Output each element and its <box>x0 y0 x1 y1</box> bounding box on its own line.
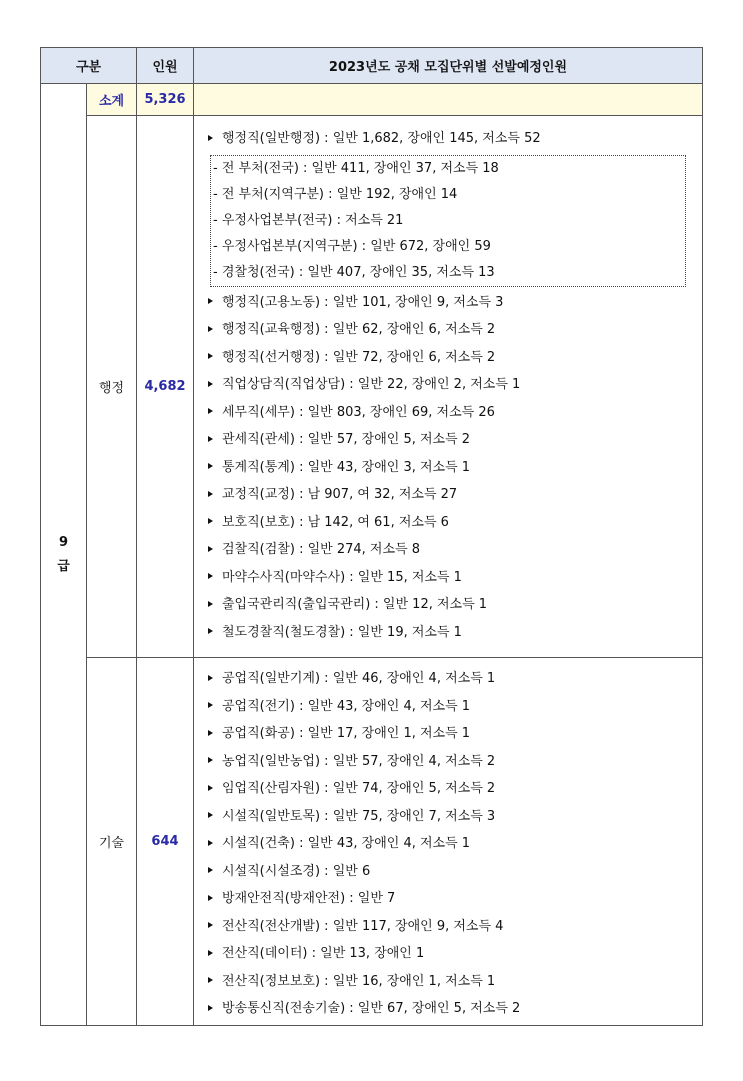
list-item: 전산직(정보보호) : 일반 16, 장애인 1, 저소득 1 <box>194 968 702 996</box>
subtotal-row <box>41 84 703 116</box>
triangle-bullet-icon <box>208 491 213 497</box>
triangle-bullet-icon <box>208 573 213 579</box>
list-item: 통계직(통계) : 일반 43, 장애인 3, 저소득 1 <box>194 454 702 482</box>
header-division: 구분 <box>41 48 137 84</box>
triangle-bullet-icon <box>208 463 213 469</box>
triangle-bullet-icon <box>208 135 213 141</box>
list-item: 방송통신직(전송기술) : 일반 67, 장애인 5, 저소득 2 <box>194 995 702 1023</box>
triangle-bullet-icon <box>208 436 213 442</box>
grade-number: 9 <box>58 534 69 550</box>
recruitment-table <box>40 47 703 1026</box>
list-item: 행정직(고용노동) : 일반 101, 장애인 9, 저소득 3 <box>194 289 702 317</box>
triangle-bullet-icon <box>208 408 213 414</box>
list-item: 보호직(보호) : 남 142, 여 61, 저소득 6 <box>194 509 702 537</box>
admin-row <box>41 116 703 658</box>
triangle-bullet-icon <box>208 895 213 901</box>
list-item: 농업직(일반농업) : 일반 57, 장애인 4, 저소득 2 <box>194 748 702 776</box>
triangle-bullet-icon <box>208 381 213 387</box>
triangle-bullet-icon <box>208 922 213 928</box>
list-item: 전산직(전산개발) : 일반 117, 장애인 9, 저소득 4 <box>194 913 702 941</box>
subtotal-empty <box>194 84 703 116</box>
list-item: 출입국관리직(출입국관리) : 일반 12, 저소득 1 <box>194 591 702 619</box>
triangle-bullet-icon <box>208 840 213 846</box>
triangle-bullet-icon <box>208 1005 213 1011</box>
subtotal-label: 소계 <box>87 84 137 116</box>
triangle-bullet-icon <box>208 675 213 681</box>
triangle-bullet-icon <box>208 518 213 524</box>
list-item: 행정직(교육행정) : 일반 62, 장애인 6, 저소득 2 <box>194 316 702 344</box>
header-row <box>41 48 703 84</box>
subbox-item: - 우정사업본부(전국) : 저소득 21 <box>213 212 404 228</box>
subbox-item: - 경찰청(전국) : 일반 407, 장애인 35, 저소득 13 <box>213 264 495 280</box>
triangle-bullet-icon <box>208 785 213 791</box>
triangle-bullet-icon <box>208 757 213 763</box>
header-personnel: 인원 <box>137 48 194 84</box>
list-item: 세무직(세무) : 일반 803, 장애인 69, 저소득 26 <box>194 399 702 427</box>
triangle-bullet-icon <box>208 601 213 607</box>
subtotal-value: 5,326 <box>137 84 194 116</box>
list-item: 공업직(전기) : 일반 43, 장애인 4, 저소득 1 <box>194 693 702 721</box>
list-item: 검찰직(검찰) : 일반 274, 저소득 8 <box>194 536 702 564</box>
list-item: 마약수사직(마약수사) : 일반 15, 저소득 1 <box>194 564 702 592</box>
triangle-bullet-icon <box>208 326 213 332</box>
admin-list <box>194 116 703 658</box>
triangle-bullet-icon <box>208 867 213 873</box>
list-item: 관세직(관세) : 일반 57, 장애인 5, 저소득 2 <box>194 426 702 454</box>
list-item: 시설직(시설조경) : 일반 6 <box>194 858 702 886</box>
list-item: 행정직(선거행정) : 일반 72, 장애인 6, 저소득 2 <box>194 344 702 372</box>
tech-list <box>194 658 703 1026</box>
grade-unit: 급 <box>57 558 70 574</box>
list-item: 공업직(화공) : 일반 17, 장애인 1, 저소득 1 <box>194 720 702 748</box>
list-item: 교정직(교정) : 남 907, 여 32, 저소득 27 <box>194 481 702 509</box>
tech-category: 기술 <box>87 658 137 1026</box>
list-item: 시설직(건축) : 일반 43, 장애인 4, 저소득 1 <box>194 830 702 858</box>
admin-count: 4,682 <box>137 116 194 658</box>
grade-cell <box>41 84 87 1026</box>
tech-count: 644 <box>137 658 194 1026</box>
subbox-item: - 전 부처(지역구분) : 일반 192, 장애인 14 <box>213 186 458 202</box>
header-title: 2023년도 공채 모집단위별 선발예정인원 <box>194 48 703 84</box>
triangle-bullet-icon <box>208 730 213 736</box>
triangle-bullet-icon <box>208 353 213 359</box>
admin-category: 행정 <box>87 116 137 658</box>
list-item: 공업직(일반기계) : 일반 46, 장애인 4, 저소득 1 <box>194 665 702 693</box>
subbox-item: - 우정사업본부(지역구분) : 일반 672, 장애인 59 <box>213 238 491 254</box>
triangle-bullet-icon <box>208 950 213 956</box>
list-item: 직업상담직(직업상담) : 일반 22, 장애인 2, 저소득 1 <box>194 371 702 399</box>
list-item: 철도경찰직(철도경찰) : 일반 19, 저소득 1 <box>194 619 702 647</box>
list-item: 전산직(데이터) : 일반 13, 장애인 1 <box>194 940 702 968</box>
list-item: 시설직(일반토목) : 일반 75, 장애인 7, 저소득 3 <box>194 803 702 831</box>
triangle-bullet-icon <box>208 546 213 552</box>
triangle-bullet-icon <box>208 977 213 983</box>
triangle-bullet-icon <box>208 298 213 304</box>
list-item: 방재안전직(방재안전) : 일반 7 <box>194 885 702 913</box>
triangle-bullet-icon <box>208 812 213 818</box>
list-item: 임업직(산림자원) : 일반 74, 장애인 5, 저소득 2 <box>194 775 702 803</box>
triangle-bullet-icon <box>208 628 213 634</box>
tech-row <box>41 658 703 1026</box>
dotted-subbox <box>210 155 686 287</box>
subbox-item: - 전 부처(전국) : 일반 411, 장애인 37, 저소득 18 <box>213 160 499 176</box>
triangle-bullet-icon <box>208 702 213 708</box>
list-item: 행정직(일반행정) : 일반 1,682, 장애인 145, 저소득 52 <box>194 125 702 153</box>
